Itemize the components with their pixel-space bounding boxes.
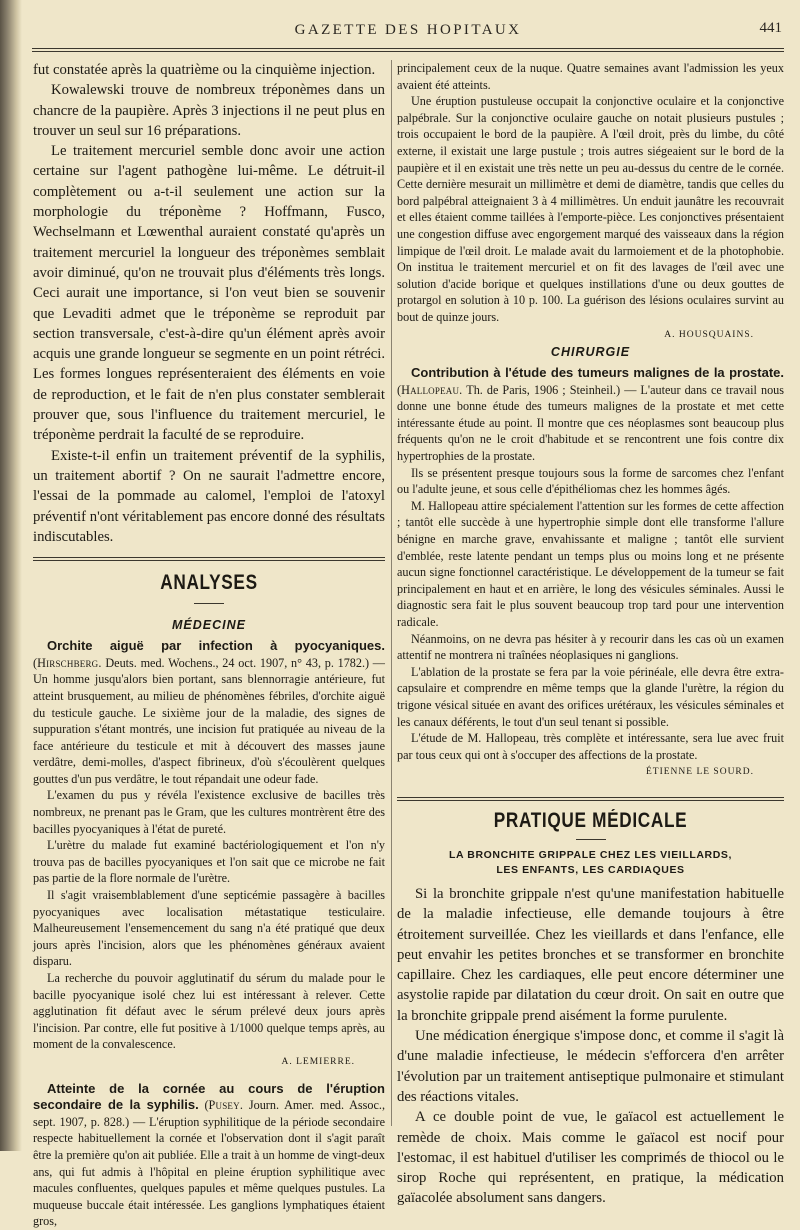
paragraph: L'étude de M. Hallopeau, très complète et intéressante, sera lue avec fruit par tous ceux qui ont à s'occuper des affections de la prostate. bbox=[397, 731, 784, 762]
right-column bbox=[397, 60, 784, 1209]
article-citation: Th. de Paris, 1906 ; Steinheil.) — L'auteur dans ce travail nous donne une bonne étude des tumeurs malignes de la prostate et met cette intéressante étude au point. Il montre que ces néoplasmes sont beaucoup plus fréquents qu'on ne le croit d'habitude et se rencontrent une fois contre dix hypertrophies de la prostate. bbox=[397, 382, 785, 464]
article-author: Pusey. bbox=[208, 1098, 244, 1113]
paragraph: Une médication énergique s'impose donc, et comme il s'agit là d'une maladie infectieuse, le médecin s'efforcera d'en arrêter l'évolution par un traitement antiseptique pulmonaire et stimulant des réactions vitales. bbox=[397, 1028, 784, 1105]
paragraph: fut constatée après la quatrième ou la cinquième injection. bbox=[33, 62, 376, 78]
article-prostate: Contribution à l'étude des tumeurs malignes de la prostate. (Hallopeau. Th. de Paris, 1906 ; Steinheil.) — L'auteur dans ce travail nous donne une bonne étude des tumeurs malignes de la prostate et met cette intéressante étude au point. Il montre que ces néoplasmes sont beaucoup plus fréquents qu'on ne le croit d'habitude et se rencontrent une fois contre dix hypertrophies de la prostate. bbox=[397, 365, 785, 464]
article-citation: Deuts. med. Wochens., 24 oct. 1907, n° 43, p. 1782.) — Un homme jusqu'alors bien portant, sans blennorragie antérieure, fut atteint brusquement, au milieu de phénomènes fébriles, d'orchite aiguë du testicule gauche. Le sixième jour de la maladie, des signes de suppuration s'étant montrés, une incision fut pratiquée au niveau de la face antérieure du testicule et mit à découvert des masses jaune verdâtre, demi-molles, d'aspect fibrineux, d'où s'écoulèrent quelques gouttes d'un pus verdâtre, le tout répandait une odeur fade. bbox=[33, 655, 385, 786]
practice-subtitle-line1: LA BRONCHITE GRIPPALE CHEZ LES VIEILLARDS, bbox=[448, 848, 733, 861]
paragraph: Le traitement mercuriel semble donc avoir une action certaine sur l'agent pathogène lui-même. Le détruit-il complètement ou a-t-il seulement une action sur la morphologie du tréponème ? Hoffmann, Fusco, Wechselmann et Lœwenthal auraient constaté qu'après un traitement mercuriel la longueur des tréponèmes semblait avoir diminué, qu'on ne trouvait plus d'éléments très longs. Ceci aurait une importance, si l'on veut bien se souvenir que Levaditi admet que le tréponème se reproduit par section transversale, c'est-à-dire qu'un élément après avoir acquis une grande longueur se segmente en un point rétréci. Les formes longues représenteraient des éléments en voie de reproduction, et le fait de n'en plus constater semblerait prouver que, sous l'influence du traitement mercuriel, le tréponème perdrait la faculté de se reproduire. bbox=[33, 143, 385, 444]
signature: ÉTIENNE LE SOURD. bbox=[645, 767, 754, 778]
paragraph: M. Hallopeau attire spécialement l'attention sur les formes de cette affection ; tantôt elle succède à une hypertrophie simple dont elle transforme l'allure bénigne en marche grave, envahissante et maligne ; tantôt elle survient d'emblée, reste latente pendant un temps plus ou moins long et ne présente aucun signe fonctionnel caractéristique. Le développement de la tumeur se fait principalement en haut et en arrière, le long des vésicules séminales. Aussi le diagnostic sera fait le plus souvent beaucoup trop tard pour une intervention radicale. bbox=[397, 498, 784, 629]
page-binding-edge bbox=[0, 0, 22, 1151]
paragraph: Ils se présentent presque toujours sous la forme de sarcomes chez l'enfant ou l'adulte jeune, et sous celle d'épithéliomas chez les hommes âgés. bbox=[397, 465, 784, 497]
practice-subtitle-line2: LES ENFANTS, LES CARDIAQUES bbox=[496, 863, 685, 876]
page-number: 441 bbox=[759, 20, 782, 36]
subsection-heading-medecine: MÉDECINE bbox=[172, 618, 246, 633]
paragraph: La recherche du pouvoir agglutinatif du sérum du malade pour le bacille pyocyanique isolé chez lui est intéressant à relever. Cette agglutination fit défaut avec le sérum prélevé deux jours après l'incision. Par contre, elle fut positive à 1/1000 quelque temps après, au moment de la convalescence. bbox=[33, 971, 385, 1052]
paragraph: A ce double point de vue, le gaïacol est actuellement le remède de choix. Mais comme le gaïacol est nocif pour l'estomac, il est habituel d'utiliser les comprimés de thiocol ou le sirop Roche qui représentent, en pratique, la médication gaïacolée absolument sans dangers. bbox=[397, 1109, 784, 1207]
article-orchite: Orchite aiguë par infection à pyocyaniques. (Hirschberg. Deuts. med. Wochens., 24 oct. 1907, n° 43, p. 1782.) — Un homme jusqu'alors bien portant, sans blennorragie antérieure, fut atteint brusquement, au milieu de phénomènes fébriles, d'orchite aiguë du testicule gauche. Le sixième jour de la maladie, des signes de suppuration s'étant montrés, une incision fut pratiquée au niveau de la face antérieure du testicule et mit à découvert des masses jaune verdâtre, demi-molles, d'aspect fibrineux, d'où s'écoulèrent quelques gouttes d'un pus verdâtre, le tout répandait une odeur fade. bbox=[33, 638, 385, 786]
paragraph: L'examen du pus y révéla l'existence exclusive de bacilles très nombreux, ne prenant pas le Gram, que les cultures montrèrent être des bacilles pyocyaniques à l'état de pureté. bbox=[33, 788, 385, 836]
paragraph: Si la bronchite grippale n'est qu'une manifestation habituelle de la maladie infectieuse, elle demande toujours à être étroitement surveillée. Chez les vieillards et dans l'enfance, elle peut envahir les petites bronches et se transformer en bronchite capillaire. Chez les cardiaques, elle peut encore déterminer une asystolie rapide par dilatation du cœur droit. On sait en outre que la bronchite grippale prend aisément la forme purulente. bbox=[397, 885, 784, 1024]
running-header bbox=[32, 18, 784, 42]
paragraph: Existe-t-il enfin un traitement préventif de la syphilis, un traitement abortif ? On ne saurait l'admettre encore, l'essai de la pommade au calomel, l'emploi de l'atoxyl préventif n'ont véritablement pas encore donné des résultats indiscutables. bbox=[33, 447, 385, 545]
paragraph: L'urètre du malade fut examiné bactériologiquement et l'on n'y trouva pas de bacilles pyocyaniques et l'on sait que ce microbe ne fait pas partie de la flore normale de l'urètre. bbox=[33, 838, 385, 886]
short-rule bbox=[576, 839, 606, 840]
paragraph: principalement ceux de la nuque. Quatre semaines avant l'admission les yeux avaient été atteints. bbox=[397, 61, 784, 92]
header-rule bbox=[32, 48, 784, 49]
left-column bbox=[33, 60, 385, 1230]
article-citation: Journ. Amer. med. Assoc., sept. 1907, p. 828.) — L'éruption syphilitique de la période secondaire respecte habituellement la cornée et l'observation dont il s'agit paraît être la première qu'on ait publiée. Elle a trait à un homme de vingt-deux ans, qui fut admis à l'hôpital en pleine éruption syphilitique avec macules confluentes, quelques papules et même quelques pustules. La muqueuse buccale était intéressée. Les ganglions lymphatiques étaient gros, bbox=[33, 1098, 386, 1229]
signature: A. HOUSQUAINS. bbox=[664, 329, 754, 340]
article-author: Hirschberg. bbox=[37, 655, 102, 670]
paragraph: L'ablation de la prostate se fera par la voie périnéale, elle devra être extra-capsulaire et comprendre en même temps que la glande l'urètre, la région du trigone vésical située en avant des orifices urétéraux, les vésicules séminales et les canaux déférents, le tout d'un seul tenant si possible. bbox=[397, 664, 784, 729]
paragraph: Une éruption pustuleuse occupait la conjonctive oculaire et la conjonctive palpébrale. Sur la conjonctive oculaire gauche on notait plusieurs pustules ; trois occupaient le bord de la paupière. A l'œil droit, près du limbe, du côté externe, il existait une large pustule ; trois autres siégeaient sur le bord de la paupière et il en existait une très nette un peu au-dessus du centre de le cornée. Cette dernière mesurait un millimètre et demi de diamètre, tandis que celles du bord palpébral atteignaient 3 à 4 millimètres. Un enduit jaunâtre les recouvrait et elles étaient comme taillées à l'emporte-pièce. Les conjonctives présentaient une congestion diffuse avec engorgement marqué des vaisseaux dans la région limpique de l'œil droit. Le malade avait du larmoiement et de la photophobie. On institua le traitement mercuriel et on fit des lavages de l'œil avec une solution d'acide borique et quelques instillations d'une ou deux gouttes de protargol en solution à 10 p. 100. La guérison des lésions oculaires survint au bout de quinze jours. bbox=[397, 94, 784, 324]
signature: A. LEMIERRE. bbox=[281, 1056, 355, 1067]
column-divider bbox=[391, 60, 392, 1126]
section-rule bbox=[397, 800, 784, 801]
article-title: Orchite aiguë par infection à pyocyaniques. bbox=[47, 638, 385, 654]
journal-title: GAZETTE DES HOPITAUX bbox=[294, 22, 522, 38]
subsection-heading-chirurgie: CHIRURGIE bbox=[550, 345, 631, 360]
article-title: Atteinte de la cornée au cours de l'éruption secondaire de la syphilis. bbox=[33, 1080, 385, 1113]
section-heading-analyses: ANALYSES bbox=[160, 571, 258, 595]
section-rule bbox=[33, 560, 385, 561]
paragraph: Kowalewski trouve de nombreux tréponèmes dans un chancre de la paupière. Après 3 injections il ne peut plus en trouver un seul sur 16 préparations. bbox=[33, 82, 385, 139]
header-rule-2 bbox=[32, 51, 784, 52]
paragraph: Il s'agit vraisemblablement d'une septicémie passagère à bacilles pyocyaniques avec localisation métastatique testiculaire. Malheureusement l'ensemencement du sang n'a été pratiqué que deux jours après l'incision, alors que les phénomènes généraux avaient disparu. bbox=[33, 888, 385, 969]
short-rule bbox=[194, 603, 224, 604]
paragraph: Néanmoins, on ne devra pas hésiter à y recourir dans les cas où un examen attentif ne montrera ni traînées néoplasiques ni ganglions. bbox=[397, 631, 784, 663]
article-title: Contribution à l'étude des tumeurs malignes de la prostate. bbox=[411, 365, 784, 381]
article-author: Hallopeau. bbox=[401, 382, 463, 397]
section-heading-pratique-medicale: PRATIQUE MÉDICALE bbox=[493, 808, 688, 832]
article-cornee: Atteinte de la cornée au cours de l'éruption secondaire de la syphilis. (Pusey. Journ. Amer. med. Assoc., sept. 1907, p. 828.) — L'éruption syphilitique de la période secondaire respecte habituellement la cornée et l'observation dont il s'agit paraît être la première qu'on ait publiée. Elle a trait à un homme de vingt-deux ans, qui fut admis à l'hôpital en pleine éruption syphilitique avec macules confluentes, quelques papules et même quelques pustules. La muqueuse buccale était intéressée. Les ganglions lymphatiques étaient gros, bbox=[33, 1080, 386, 1229]
